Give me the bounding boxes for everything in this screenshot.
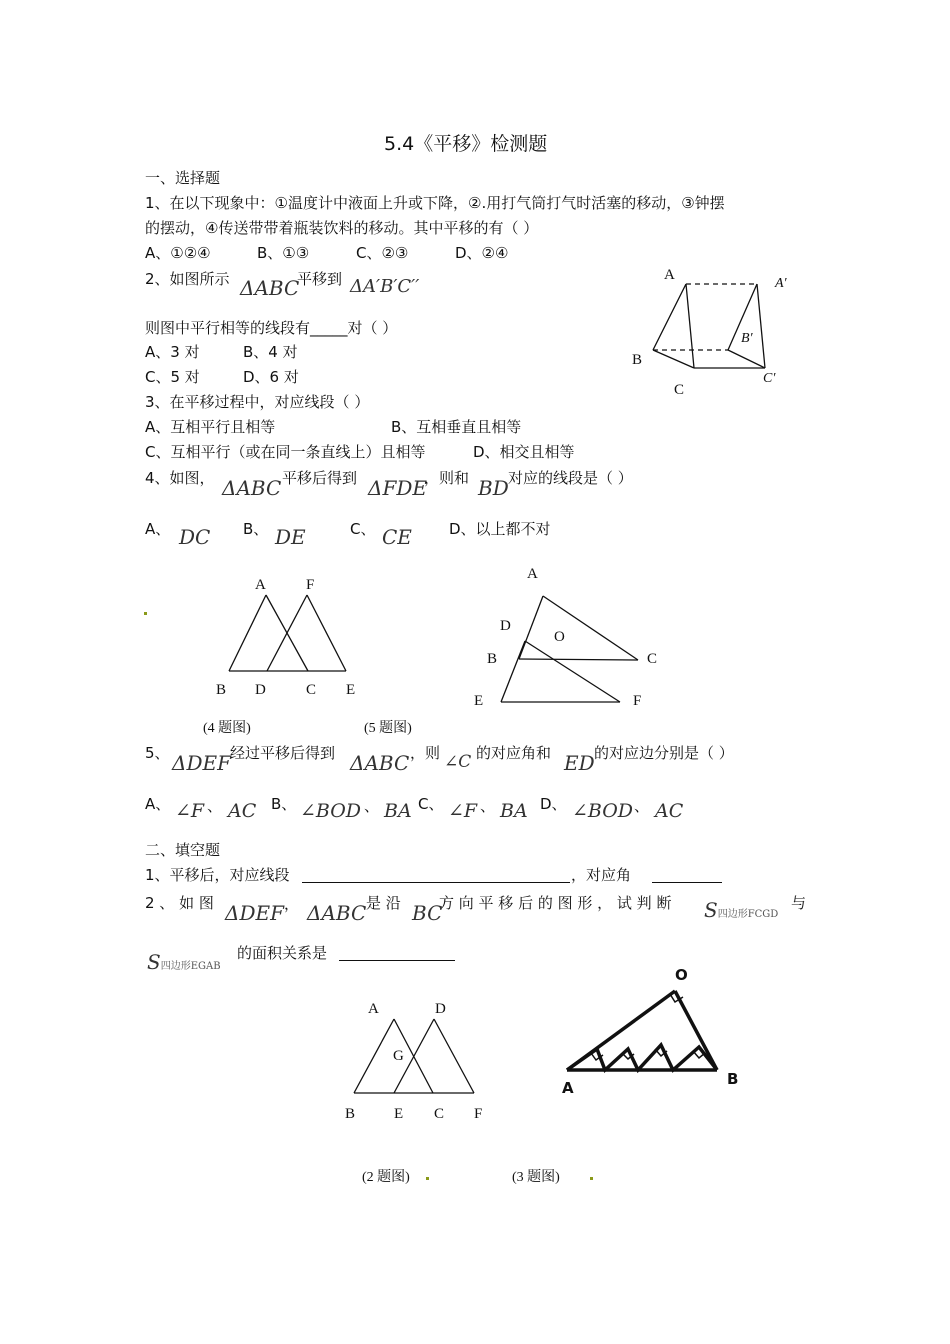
q5-prefix: 5、: [145, 744, 170, 762]
fig2-label-c: C: [434, 1106, 445, 1122]
q4-option-c-label: C、: [350, 520, 376, 538]
q2-mid: 平移到: [297, 270, 343, 288]
fig5-label-b: B: [487, 651, 498, 667]
q2-option-d: D、6 对: [243, 368, 299, 386]
q5-option-a-side: AC: [228, 800, 257, 822]
q5-option-a-label: A、: [145, 795, 171, 813]
page-title: 5.4《平移》检测题: [384, 133, 548, 155]
q1-option-a: A、①②④: [145, 244, 211, 262]
q5-option-b-sep: 、: [364, 797, 380, 815]
fig2-label-a: A: [368, 1001, 379, 1017]
q4-option-b-value: DE: [275, 525, 306, 549]
q5-option-b-angle: ∠BOD: [300, 800, 362, 822]
q1-option-b: B、①③: [257, 244, 310, 262]
figure-3-zigzag: [567, 991, 717, 1070]
q5-option-d-sep: 、: [634, 797, 650, 815]
fig2-label-b: B: [345, 1106, 356, 1122]
q5-option-d-label: D、: [540, 795, 567, 813]
q5-option-d-angle: ∠BOD: [572, 800, 634, 822]
fig-q2-label-a-prime: A′: [775, 276, 787, 291]
fig5-caption: (5 题图): [364, 721, 412, 736]
q5-option-c-side: BA: [500, 800, 528, 822]
q5-mid3: 的对应角和: [476, 744, 552, 762]
fig-q2-label-a: A: [664, 267, 675, 283]
fig3-label-a: A: [562, 1079, 574, 1097]
q1-line1: 1、在以下现象中：①温度计中液面上升或下降，②.用打气筒打气时活塞的移动，③钟摆: [145, 194, 725, 212]
f2-area-s1-letter: S: [704, 898, 718, 922]
f2-area-s2-letter: S: [147, 950, 161, 974]
q4-option-b-label: B、: [243, 520, 269, 538]
q5-option-b-label: B、: [271, 795, 297, 813]
fig5-label-e: E: [474, 693, 484, 709]
q4-math-bd: BD: [478, 476, 509, 500]
q3-option-a: A、互相平行且相等: [145, 418, 276, 436]
fig5-label-d: D: [500, 618, 511, 634]
fig4-label-d: D: [255, 682, 266, 698]
q5-mid: 经过平移后得到: [230, 744, 336, 762]
q5-option-d-side: AC: [655, 800, 684, 822]
f2-mid2: 方 向 平 移 后 的 图 形 ， 试 判 断: [439, 894, 672, 912]
fig3-label-b: B: [727, 1070, 739, 1088]
q1-option-c: C、②③: [356, 244, 409, 262]
f2-area-s2: [147, 950, 221, 974]
fig-q2-label-c-prime: C′: [763, 371, 776, 386]
f2-prefix: 2 、 如 图: [145, 894, 214, 912]
q5-option-c-angle: ∠F: [448, 800, 478, 822]
q4-math-abc: ΔABC: [222, 476, 282, 500]
fig4-label-a: A: [255, 577, 266, 593]
fig3-caption: (3 题图): [512, 1170, 560, 1185]
q5-option-c-sep: 、: [480, 797, 496, 815]
q2-option-c: C、5 对: [145, 368, 200, 386]
fig5-label-f: F: [633, 693, 642, 709]
f2-math-bc: BC: [412, 901, 443, 925]
f1-blank-angle[interactable]: [652, 866, 722, 883]
q5-option-a-sep: 、: [207, 797, 223, 815]
fig2-label-e: E: [394, 1106, 404, 1122]
q5-suffix: 的对应边分别是（ ）: [594, 744, 734, 762]
fig2-label-f: F: [474, 1106, 483, 1122]
q4-comma: ，则和: [424, 469, 470, 487]
fig4-label-c: C: [306, 682, 317, 698]
fig2-label-g: G: [393, 1048, 404, 1064]
fig2-label-d: D: [435, 1001, 446, 1017]
fig2-caption: (2 题图): [362, 1170, 410, 1185]
f2-end: 与: [791, 894, 807, 912]
q2-math-abc: ΔABC: [240, 276, 300, 300]
q4-prefix: 4、如图，: [145, 469, 215, 487]
q5-option-a-angle: ∠F: [175, 800, 205, 822]
q4-option-a-value: DC: [179, 525, 211, 549]
f2-area-s2-subscript: 四边形EGAB: [160, 961, 221, 972]
f2-blank-area[interactable]: [339, 944, 455, 961]
fig5-label-a: A: [527, 566, 538, 582]
fig4-label-f: F: [306, 577, 315, 593]
q5-option-c-label: C、: [418, 795, 444, 813]
q1-line2: 的摆动，④传送带带着瓶装饮料的移动。其中平移的有（ ）: [145, 219, 539, 237]
q4-suffix: 对应的线段是（ ）: [508, 469, 633, 487]
f2-math-def: ΔDEF: [225, 901, 284, 925]
q5-option-b-side: BA: [384, 800, 412, 822]
figure-5-triangles: [501, 596, 638, 702]
q2-option-a: A、3 对: [145, 343, 200, 361]
stray-dot-3: [590, 1177, 593, 1180]
fig4-caption: (4 题图): [203, 721, 251, 736]
section-heading-choice: 一、选择题: [145, 169, 221, 187]
fig5-label-c: C: [647, 651, 658, 667]
f2-area-s1: [704, 898, 778, 922]
q2-prefix: 2、如图所示: [145, 270, 230, 288]
q5-math-angle-c: ∠C: [444, 752, 472, 772]
q3-line: 3、在平移过程中，对应线段（ ）: [145, 393, 370, 411]
figure-2-triangles: [354, 1019, 474, 1093]
stray-dot-2: [426, 1177, 429, 1180]
q5-math-def: ΔDEF: [172, 751, 231, 775]
q5-math-ed: ED: [564, 751, 595, 775]
fig5-label-o: O: [554, 629, 565, 645]
f2-math-abc: ΔABC: [307, 901, 367, 925]
fig4-label-e: E: [346, 682, 356, 698]
q5-math-abc: ΔABC: [350, 751, 410, 775]
section-heading-fill: 二、填空题: [145, 841, 221, 859]
q4-math-fde: ΔFDE: [368, 476, 427, 500]
figure-4-triangles: [229, 595, 346, 671]
f1-blank-segment[interactable]: [302, 866, 570, 883]
f2-mid: 是 沿: [366, 894, 401, 912]
q2-option-b: B、4 对: [243, 343, 298, 361]
figure-3-right-angle-marks: [591, 994, 705, 1060]
q3-option-d: D、相交且相等: [473, 443, 575, 461]
q2-line2: 则图中平行相等的线段有_____对（ ）: [145, 319, 398, 337]
f2-line2: 的面积关系是: [237, 944, 328, 962]
fig3-label-o: O: [675, 966, 688, 984]
f1-text-a: 1、平移后，对应线段: [145, 866, 290, 884]
q4-option-a-label: A、: [145, 520, 171, 538]
q3-option-c: C、互相平行（或在同一条直线上）且相等: [145, 443, 426, 461]
f2-area-s1-subscript: 四边形FCGD: [717, 909, 779, 920]
q4-mid: 平移后得到: [282, 469, 358, 487]
fig-q2-label-b-prime: B′: [741, 331, 753, 346]
q1-option-d: D、②④: [455, 244, 509, 262]
fig-q2-label-c: C: [674, 382, 685, 398]
q5-mid2: ，则: [410, 744, 441, 762]
q4-option-c-value: CE: [382, 525, 412, 549]
q2-math-abc-prime: ΔA′B′C′′: [350, 276, 420, 297]
f1-text-b: ，对应角: [571, 866, 632, 884]
fig-q2-label-b: B: [632, 352, 643, 368]
figure-q2-prism: [653, 284, 765, 368]
q4-option-d-label: D、以上都不对: [449, 520, 551, 538]
f2-comma: ，: [284, 895, 300, 913]
q3-option-b: B、互相垂直且相等: [391, 418, 522, 436]
fig4-label-b: B: [216, 682, 227, 698]
